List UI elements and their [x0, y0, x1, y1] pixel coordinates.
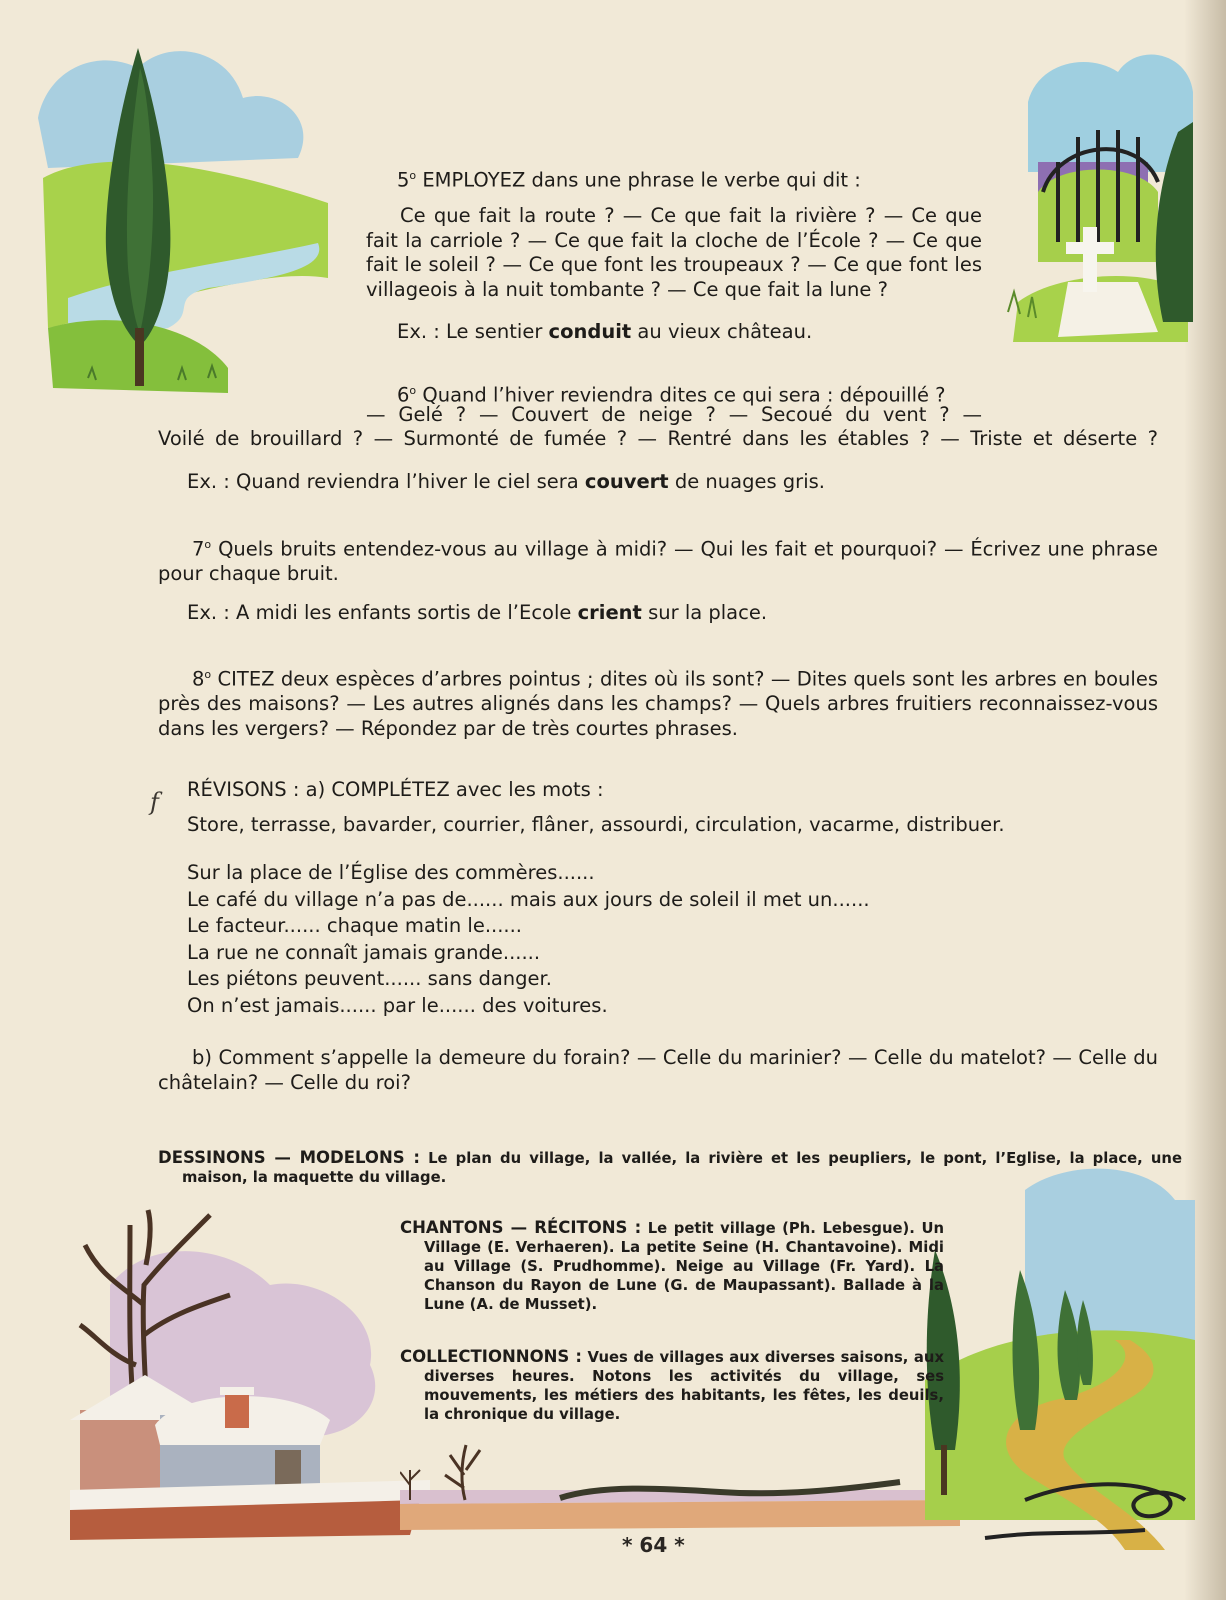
exercise-5-title: 5$^o$ EMPLOYEZ dans une phrase le verbe qui dit :	[397, 168, 861, 192]
exercise-6-example	[187, 470, 825, 495]
page-number: * 64 *	[622, 1533, 685, 1557]
collectionnons-text: Vues de villages aux diverses saisons, aux diverses heures. Notons les activités du village, ses mouvements, les métiers des habitants, les fêtes, les deuils, la chronique du village.	[424, 1349, 944, 1423]
exercise-8-number: 8	[192, 667, 205, 691]
chantons-paragraph	[400, 1218, 944, 1314]
revisions-sentence: La rue ne connaît jamais grande......	[187, 940, 541, 964]
exercise-6-line-1: 6$^o$ Quand l’hiver reviendra dites ce qui sera : dépouillé ?	[397, 383, 946, 407]
revisions-sentences	[187, 861, 870, 1018]
exercise-6-line-2: — Gelé ? — Couvert de neige ? — Secoué du vent ? —	[366, 403, 982, 426]
exercise-8-body: CITEZ deux espèces d’arbres pointus ; dites où ils sont? — Dites quels sont les arbres en boules près des maisons? — Les autres alignés dans les champs? — Quels arbres fruitiers reconnaissez-vous dans les vergers? — Répondez par de très courtes phrases.	[158, 667, 1158, 740]
revisions-part-b: b) Comment s’appelle la demeure du forain? — Celle du marinier? — Celle du matelot? — Celle du châtelain? — Celle du roi?	[158, 1046, 1158, 1094]
exercise-5-number: 5	[397, 168, 410, 192]
dessinons-label: DESSINONS — MODELONS :	[158, 1148, 420, 1167]
exercise-7-number: 7	[192, 537, 205, 561]
exercise-7-example-post: sur la place.	[641, 601, 768, 624]
chantons-label: CHANTONS — RÉCITONS :	[400, 1218, 642, 1237]
exercise-5-example-bold: conduit	[548, 320, 632, 343]
exercise-8: 8$^o$ CITEZ deux espèces d’arbres pointus ; dites où ils sont? — Dites quels sont les arbres en boules près des maisons? — Les autres alignés dans les champs? — Quels arbres fruitiers reconnaissez-vous dans les vergers? — Répondez par de très courtes phrases.	[158, 667, 1158, 740]
winter-house-illustration	[70, 1205, 430, 1545]
collectionnons-paragraph	[400, 1347, 944, 1424]
exercise-6-line-1-text: Quand l’hiver reviendra dites ce qui sera : dépouillé ?	[422, 383, 946, 407]
exercise-6-example-pre: Ex. : Quand reviendra l’hiver le ciel sera	[187, 470, 585, 493]
exercise-7-example-bold: crient	[577, 601, 642, 624]
chantons-text: Le petit village (Ph. Lebesgue). Un Village (E. Verhaeren). La petite Seine (H. Chantavoine). Midi au Village (S. Prudhomme). Neige au Village (Fr. Yard). La Chanson du Rayon de Lune (G. de Maupassant). Ballade à la Lune (A. de Musset).	[424, 1220, 944, 1313]
exercise-5-title-text: EMPLOYEZ dans une phrase le verbe qui dit :	[422, 168, 861, 192]
exercise-5-body: Ce que fait la route ? — Ce que fait la rivière ? — Ce que fait la carriole ? — Ce que fait la cloche de l’École ? — Ce que fait le soleil ? — Ce que font les troupeaux ? — Ce que font les villageois à la nuit tombante ? — Ce que fait la lune ?	[366, 204, 982, 301]
exercise-6-number: 6	[397, 383, 410, 407]
dessinons-text: Le plan du village, la vallée, la rivière et les peupliers, le pont, l’Eglise, la place, une maison, la maquette du village.	[182, 1150, 1182, 1186]
exercise-6-line-3: Voilé de brouillard ? — Surmonté de fumée ? — Rentré dans les étables ? — Triste et déserte ?	[158, 427, 1158, 450]
revisions-sentence: Sur la place de l’Église des commères......	[187, 861, 595, 884]
revisions-title: RÉVISONS : a) COMPLÉTEZ avec les mots :	[187, 778, 604, 801]
exercise-7-example-pre: Ex. : A midi les enfants sortis de l’Ecole	[187, 601, 578, 624]
revisions-sentence: Les piétons peuvent...... sans danger.	[187, 967, 552, 990]
revisions-sentence: On n’est jamais...... par le...... des voitures.	[187, 993, 608, 1017]
margin-pencil-mark: f	[150, 788, 159, 816]
exercise-5-example	[397, 320, 812, 345]
poplar-road-illustration	[905, 1150, 1205, 1570]
collectionnons-label: COLLECTIONNONS :	[400, 1347, 583, 1366]
exercise-5-example-pre: Ex. : Le sentier	[397, 320, 549, 343]
cemetery-cross-illustration	[998, 42, 1198, 362]
exercise-7: 7$^o$ Quels bruits entendez-vous au village à midi? — Qui les fait et pourquoi? — Écrivez une phrase pour chaque bruit.	[158, 537, 1158, 585]
cypress-river-illustration	[28, 28, 348, 398]
revisions-sentence: Le café du village n’a pas de...... mais aux jours de soleil il met un......	[187, 887, 870, 911]
revisions-sentence: Le facteur...... chaque matin le......	[187, 914, 523, 937]
exercise-6-example-post: de nuages gris.	[668, 470, 825, 493]
dessinons-paragraph	[158, 1148, 1182, 1187]
snow-ground-strip	[400, 1430, 960, 1550]
exercise-7-example	[187, 601, 767, 626]
exercise-5-example-post: au vieux château.	[631, 320, 813, 343]
exercise-6-example-bold: couvert	[584, 470, 669, 493]
revisions-word-list: Store, terrasse, bavarder, courrier, flâner, assourdi, circulation, vacarme, distribuer.	[187, 813, 1005, 836]
exercise-7-body: Quels bruits entendez-vous au village à midi? — Qui les fait et pourquoi? — Écrivez une phrase pour chaque bruit.	[158, 537, 1158, 585]
